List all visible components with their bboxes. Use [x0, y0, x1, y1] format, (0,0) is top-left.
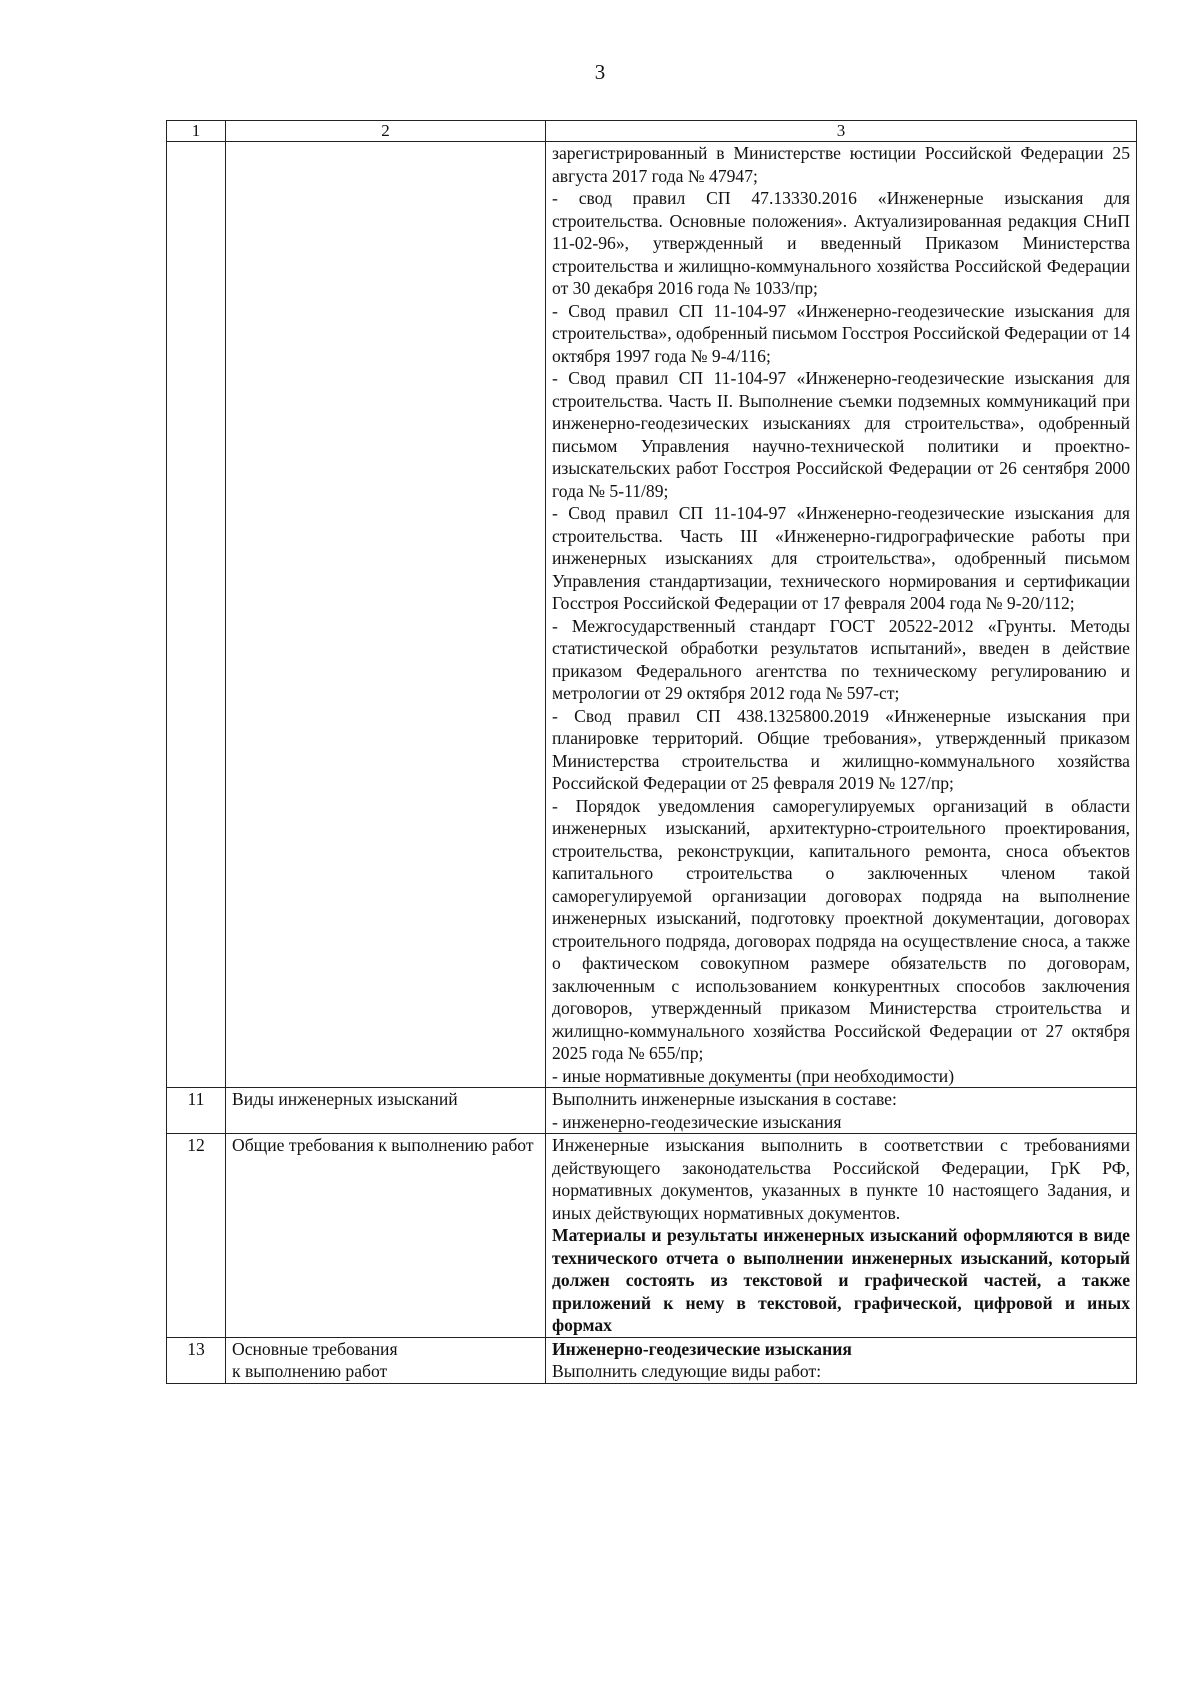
- list-item: - Свод правил СП 11-104-97 «Инженерно-геодезические изыскания для строительства. Часть III «Инженерно-гидрографические работы при инженерных изысканиях для строительства», одобренный письмом Управления стандартизации, технического нормирования и сертификации Госстроя Российской Федерации от 17 февраля 2004 года № 9-20/112;: [552, 503, 1130, 613]
- header-col-1: 1: [167, 121, 226, 142]
- list-item: зарегистрированный в Министерстве юстиции Российской Федерации 25 августа 2017 года № 47947;: [552, 143, 1130, 186]
- row-content: [546, 1134, 1137, 1338]
- requirements-table: [166, 120, 1137, 1384]
- content-paragraph-bold: Материалы и результаты инженерных изысканий оформляются в виде технического отчета о выполнении инженерных изысканий, который должен состоять из текстовой и графической частей, а также приложений к нему в текстовой, графической, цифровой и иных формах: [552, 1225, 1130, 1335]
- row-content: [546, 1337, 1137, 1383]
- table-row-12: [167, 1134, 1137, 1338]
- list-item: - Порядок уведомления саморегулируемых организаций в области инженерных изысканий, архитектурно-строительного проектирования, строительства, реконструкции, капитального ремонта, сноса объектов капитального строительства о заключенных членом такой саморегулируемой организации договорах подряда на выполнение инженерных изысканий, подготовку проектной документации, договорах строительного подряда, договорах подряда на осуществление сноса, а также о фактическом совокупном размере обязательств по договорам, заключенным с использованием конкурентных способов заключения договоров, утвержденный приказом Министерства строительства и жилищно-коммунального хозяйства Российской Федерации от 27 октября 2025 года № 655/пр;: [552, 795, 1130, 1063]
- row-title-empty: [226, 142, 546, 1088]
- table-header-row: [167, 121, 1137, 142]
- row-title-line: к выполнению работ: [232, 1361, 388, 1381]
- page-number: 3: [594, 60, 606, 84]
- regulatory-documents-list: [546, 142, 1137, 1088]
- section-heading: Инженерно-геодезические изыскания: [552, 1338, 852, 1359]
- content-line: Выполнить следующие виды работ:: [552, 1361, 822, 1381]
- list-item: - Свод правил СП 438.1325800.2019 «Инженерные изыскания при планировке территорий. Общие требования», утвержденный приказом Министерства строительства и жилищно-коммунального хозяйства Российской Федерации от 25 февраля 2019 № 127/пр;: [552, 705, 1130, 793]
- content-paragraph: Инженерные изыскания выполнить в соответствии с требованиями действующего законодательства Российской Федерации, ГрК РФ, нормативных документов, указанных в пункте 10 настоящего Задания, и иных действующих нормативных документов.: [552, 1135, 1130, 1223]
- list-item: - Свод правил СП 11-104-97 «Инженерно-геодезические изыскания для строительства. Часть II. Выполнение съемки подземных коммуникаций при инженерно-геодезических изысканиях для строительства», одобренный письмом Управления научно-технической политики и проектно-изыскательских работ Госстроя Российской Федерации от 26 сентября 2000 года № 5-11/89;: [552, 368, 1130, 501]
- row-number-empty: [167, 142, 226, 1088]
- list-item: - Межгосударственный стандарт ГОСТ 20522-2012 «Грунты. Методы статистической обработки результатов испытаний», введен в действие приказом Федерального агентства по техническому регулированию и метрологии от 29 октября 2012 года № 597-ст;: [552, 615, 1130, 703]
- row-title: [226, 1337, 546, 1383]
- table-row-13: [167, 1337, 1137, 1383]
- row-title-line: Основные требования: [232, 1338, 398, 1359]
- table-row-continued: [167, 142, 1137, 1088]
- content-line: - инженерно-геодезические изыскания: [552, 1111, 842, 1132]
- row-number: 12: [167, 1134, 226, 1338]
- header-col-2: 2: [226, 121, 546, 142]
- content-line: Выполнить инженерные изыскания в составе:: [552, 1089, 897, 1109]
- list-item: - Свод правил СП 11-104-97 «Инженерно-геодезические изыскания для строительства», одобренный письмом Госстроя Российской Федерации от 14 октября 1997 года № 9-4/116;: [552, 300, 1130, 366]
- row-title: Виды инженерных изысканий: [226, 1088, 546, 1134]
- header-col-3: 3: [546, 121, 1137, 142]
- list-item: - иные нормативные документы (при необходимости): [552, 1065, 955, 1086]
- list-item: - свод правил СП 47.13330.2016 «Инженерные изыскания для строительства. Основные положения». Актуализированная редакция СНиП 11-02-96», утвержденный и введенный Приказом Министерства строительства и жилищно-коммунального хозяйства Российской Федерации от 30 декабря 2016 года № 1033/пр;: [552, 188, 1130, 298]
- row-number: 11: [167, 1088, 226, 1134]
- table-row-11: [167, 1088, 1137, 1134]
- row-title: Общие требования к выполнению работ: [226, 1134, 546, 1338]
- row-content: [546, 1088, 1137, 1134]
- row-number: 13: [167, 1337, 226, 1383]
